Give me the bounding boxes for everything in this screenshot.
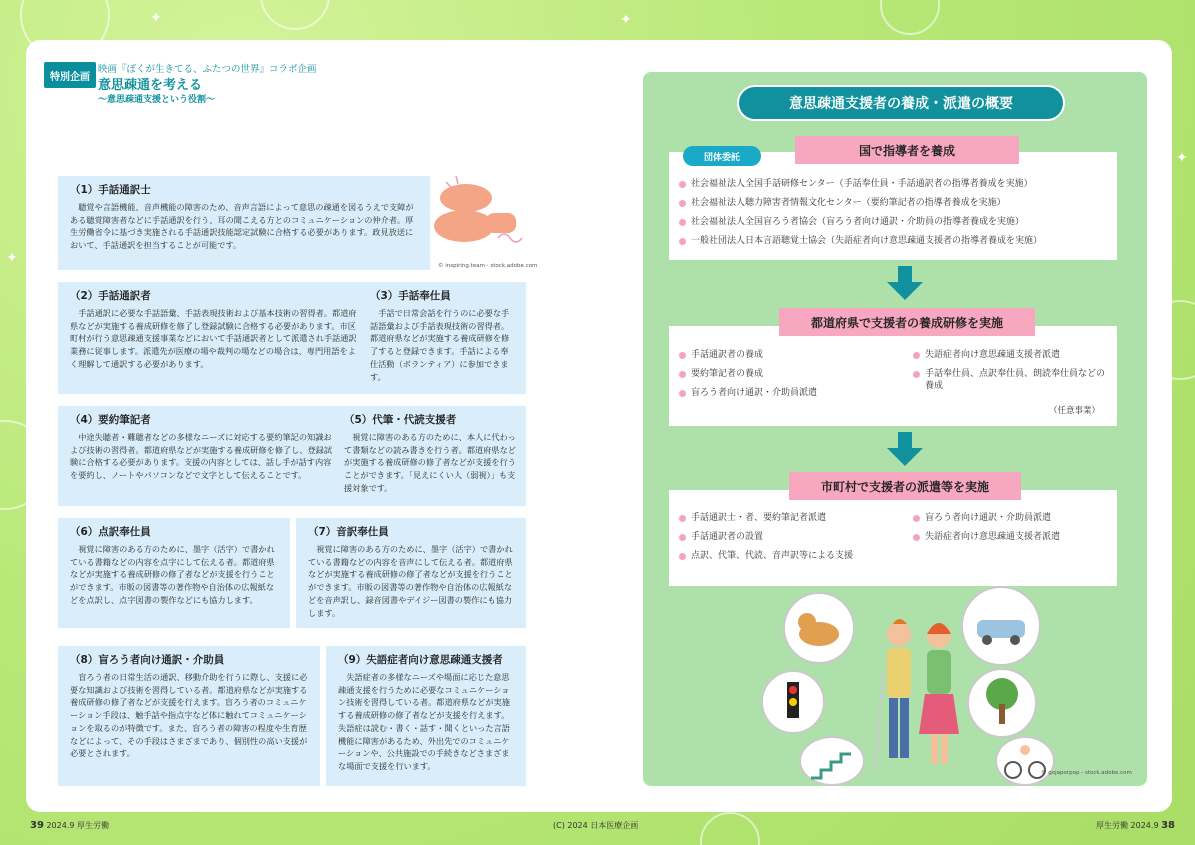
page-number-right: 38 [1161,820,1176,831]
page-title: 意思疎通を考える [98,78,203,93]
tree-illustration [967,668,1037,738]
box-body: 視覚に障害のある方のために、本人に代わって書類などの読み書きを行う者。都道府県などが実施する養成研修の修了者などが支援を行うことができます。「見えにくい人（弱視）」も支援対象です。 [344,432,516,493]
car-illustration [961,586,1041,666]
list-item: 手話通訳士・者、要約筆記者派遣 [679,512,826,524]
box-body: 中途失聴者・難聴者などの多様なニーズに対応する要約筆記の知識および技術の習得者。都道府県などが実施する養成研修を修了し、登録試験に合格する必要があります。支援の内容としては、話し手が話す内容を要約し、ノートやパソコンなどで文字として伝えることです。 [70,432,333,481]
box-body: 手話通訳に必要な手話語彙、手話表現技術および基本技術の習得者。都道府県などが実施する養成研修を修了し登録試験に合格する必要があります。市区町村が行う意思疎通支援事業などにおいて手話通訳者として派遣され手話通訳業務に従事します。派遣先が医療の場や裁判の場などの場合は、専門用語をよく理解して通訳する必要があります。 [70,308,357,369]
box-title: （5）代筆・代読支援者 [344,414,457,426]
box-body: 失語症者の多様なニーズや場面に応じた意思疎通支援を行うために必要なコミュニケーション技術を習得している者。都道府県などが実施する養成研修の修了者などが支援を行えます。失語症は読む・書く・話す・聞くといった言語機能に障害があるため、外出先でのコミュニケーションや、公共施設での手続きなどさまざまな場面で支援を行います。 [338,672,510,771]
box-deafblind-support [58,646,320,786]
sparkle-icon: ✦ [6,250,18,266]
bicycle-illustration [995,736,1055,786]
header-subtitle: 映画『ぼくが生きてる、ふたつの世界』コラボ企画 [98,64,317,75]
box-title: （2）手話通訳者 [70,290,151,302]
bokeh-circle [700,812,760,845]
box-aphasia-support [326,646,526,786]
footer-right [1096,820,1175,831]
footer-right-text: 厚生労働 2024.9 [1096,821,1159,830]
box-proxy-support [332,406,526,506]
box-sign-interpreter [58,176,430,270]
prefecture-heading: 都道府県で支援者の養成研修を実施 [779,308,1035,336]
box-sign-volunteer [358,282,526,394]
list-item: 点訳、代筆、代読、音声訳等による支援 [679,550,853,562]
image-credit: © inspiring.team - stock.adobe.com [438,263,538,269]
sign-hands-illustration [426,168,536,258]
page-number-left: 39 [30,820,44,831]
municipal-heading: 市町村で支援者の派遣等を実施 [789,472,1021,500]
sparkle-icon: ✦ [150,10,162,26]
box-braille-volunteer [58,518,290,628]
image-credit: © gojaporpop - stock.adobe.com [1041,770,1132,776]
box-body: 盲ろう者の日常生活の通訳、移動介助を行うに際し、支援に必要な知識および技術を習得している者。都道府県などが実施する養成研修の修了者などが支援を行えます。盲ろう者のコミュニケーション手段は、触手話や指点字など体に触れてコミュニケーションを取るのが特徴です。また、盲ろう者の障害の程度や生育歴などによって、その手段はさまざまであり、個別性の高い支援が必要とされます。 [70,672,308,759]
guide-dog-illustration [783,592,855,664]
box-sign-interpreter-2 [58,282,370,394]
page [26,40,1172,812]
overview-panel [643,72,1147,786]
box-summary-writer [58,406,344,506]
box-title: （8）盲ろう者向け通訳・介助員 [70,654,225,666]
list-item: 一般社団法人日本言語聴覚士協会（失語症者向け意思疎通支援者の指導者養成を実施） [679,235,1042,247]
box-title: （7）音訳奉仕員 [308,526,389,538]
bokeh-circle [880,0,940,35]
box-body: 聴覚や言語機能、音声機能の障害のため、音声言語によって意思の疎通を図るうえで支障がある聴覚障害者などに手話通訳を行う、耳の聞こえる方とのコミュニケーションの仲介者。厚生労働省令に基づき実施される手話通訳技能認定試験に合格する必要があります。政見放送において、手話通訳を担当することが可能です。 [70,202,414,251]
list-item: 手話通訳者の養成 [679,349,763,361]
box-audio-volunteer [296,518,526,628]
list-item: 社会福祉法人全国盲ろう者協会（盲ろう者向け通訳・介助員の指導者養成を実施） [679,216,1024,228]
footer-center: (C) 2024 日本医療企画 [553,821,639,830]
optional-note: （任意事業） [1049,406,1101,416]
down-arrow-icon [887,266,923,302]
footer-left [30,820,109,831]
box-title: （1）手話通訳士 [70,184,151,196]
special-badge: 特別企画 [44,62,96,88]
list-item: 手話通訳者の設置 [679,531,763,543]
box-title: （4）要約筆記者 [70,414,151,426]
list-item: 要約筆記者の養成 [679,368,763,380]
panel-title: 意思疎通支援者の養成・派遣の概要 [737,85,1065,121]
list-item: 失語症者向け意思疎通支援者派遣 [913,349,1060,361]
list-item: 失語症者向け意思疎通支援者派遣 [913,531,1060,543]
list-item: 盲ろう者向け通訳・介助員派遣 [679,387,817,399]
national-heading: 国で指導者を養成 [795,136,1019,164]
group-commission-tag: 団体委託 [683,146,761,166]
list-item: 社会福祉法人全国手話研修センター（手話奉仕員・手話通訳者の指導者養成を実施） [679,178,1033,190]
box-title: （3）手話奉仕員 [370,290,451,302]
footer-left-text: 2024.9 厚生労働 [46,821,110,830]
bokeh-circle [260,0,330,30]
box-title: （6）点訳奉仕員 [70,526,151,538]
box-body: 手話で日常会話を行うのに必要な手話語彙および手話表現技術の習得者。都道府県などが実施する養成研修を修了すると登録できます。手話による奉仕活動（ボランティア）に参加できます。 [370,308,510,382]
box-title: （9）失語症者向け意思疎通支援者 [338,654,503,666]
list-item: 社会福祉法人聴力障害者情報文化センター（要約筆記者の指導者養成を実施） [679,197,1006,209]
list-item: 手話奉仕員、点訳奉仕員、朗読奉仕員などの養成 [913,368,1109,392]
box-body: 視覚に障害のある方のために、墨字（活字）で書かれている書籍などの内容を音声にして伝える者。都道府県などが実施する養成研修の修了者などが支援を行うことができます。市販の図書等の著作物や自治体の広報紙などを音声訳し、録音図書やデイジー図書の製作にも協力します。 [308,544,513,618]
stairs-illustration [799,736,865,786]
traffic-signal-illustration [761,670,825,734]
list-item: 盲ろう者向け通訳・介助員派遣 [913,512,1051,524]
people-illustration [869,612,969,782]
box-body: 視覚に障害のある方のために、墨字（活字）で書かれている書籍などの内容を点字にして伝える者。都道府県などが実施する養成研修の修了者などが支援を行うことができます。市販の図書等の著作物や自治体の広報紙などを点訳し、点字図書の製作などにも協力します。 [70,544,275,605]
sparkle-icon: ✦ [620,12,632,28]
sparkle-icon: ✦ [1176,150,1188,166]
down-arrow-icon [887,432,923,468]
page-subtitle: 〜意思疎通支援という役割〜 [98,95,216,105]
